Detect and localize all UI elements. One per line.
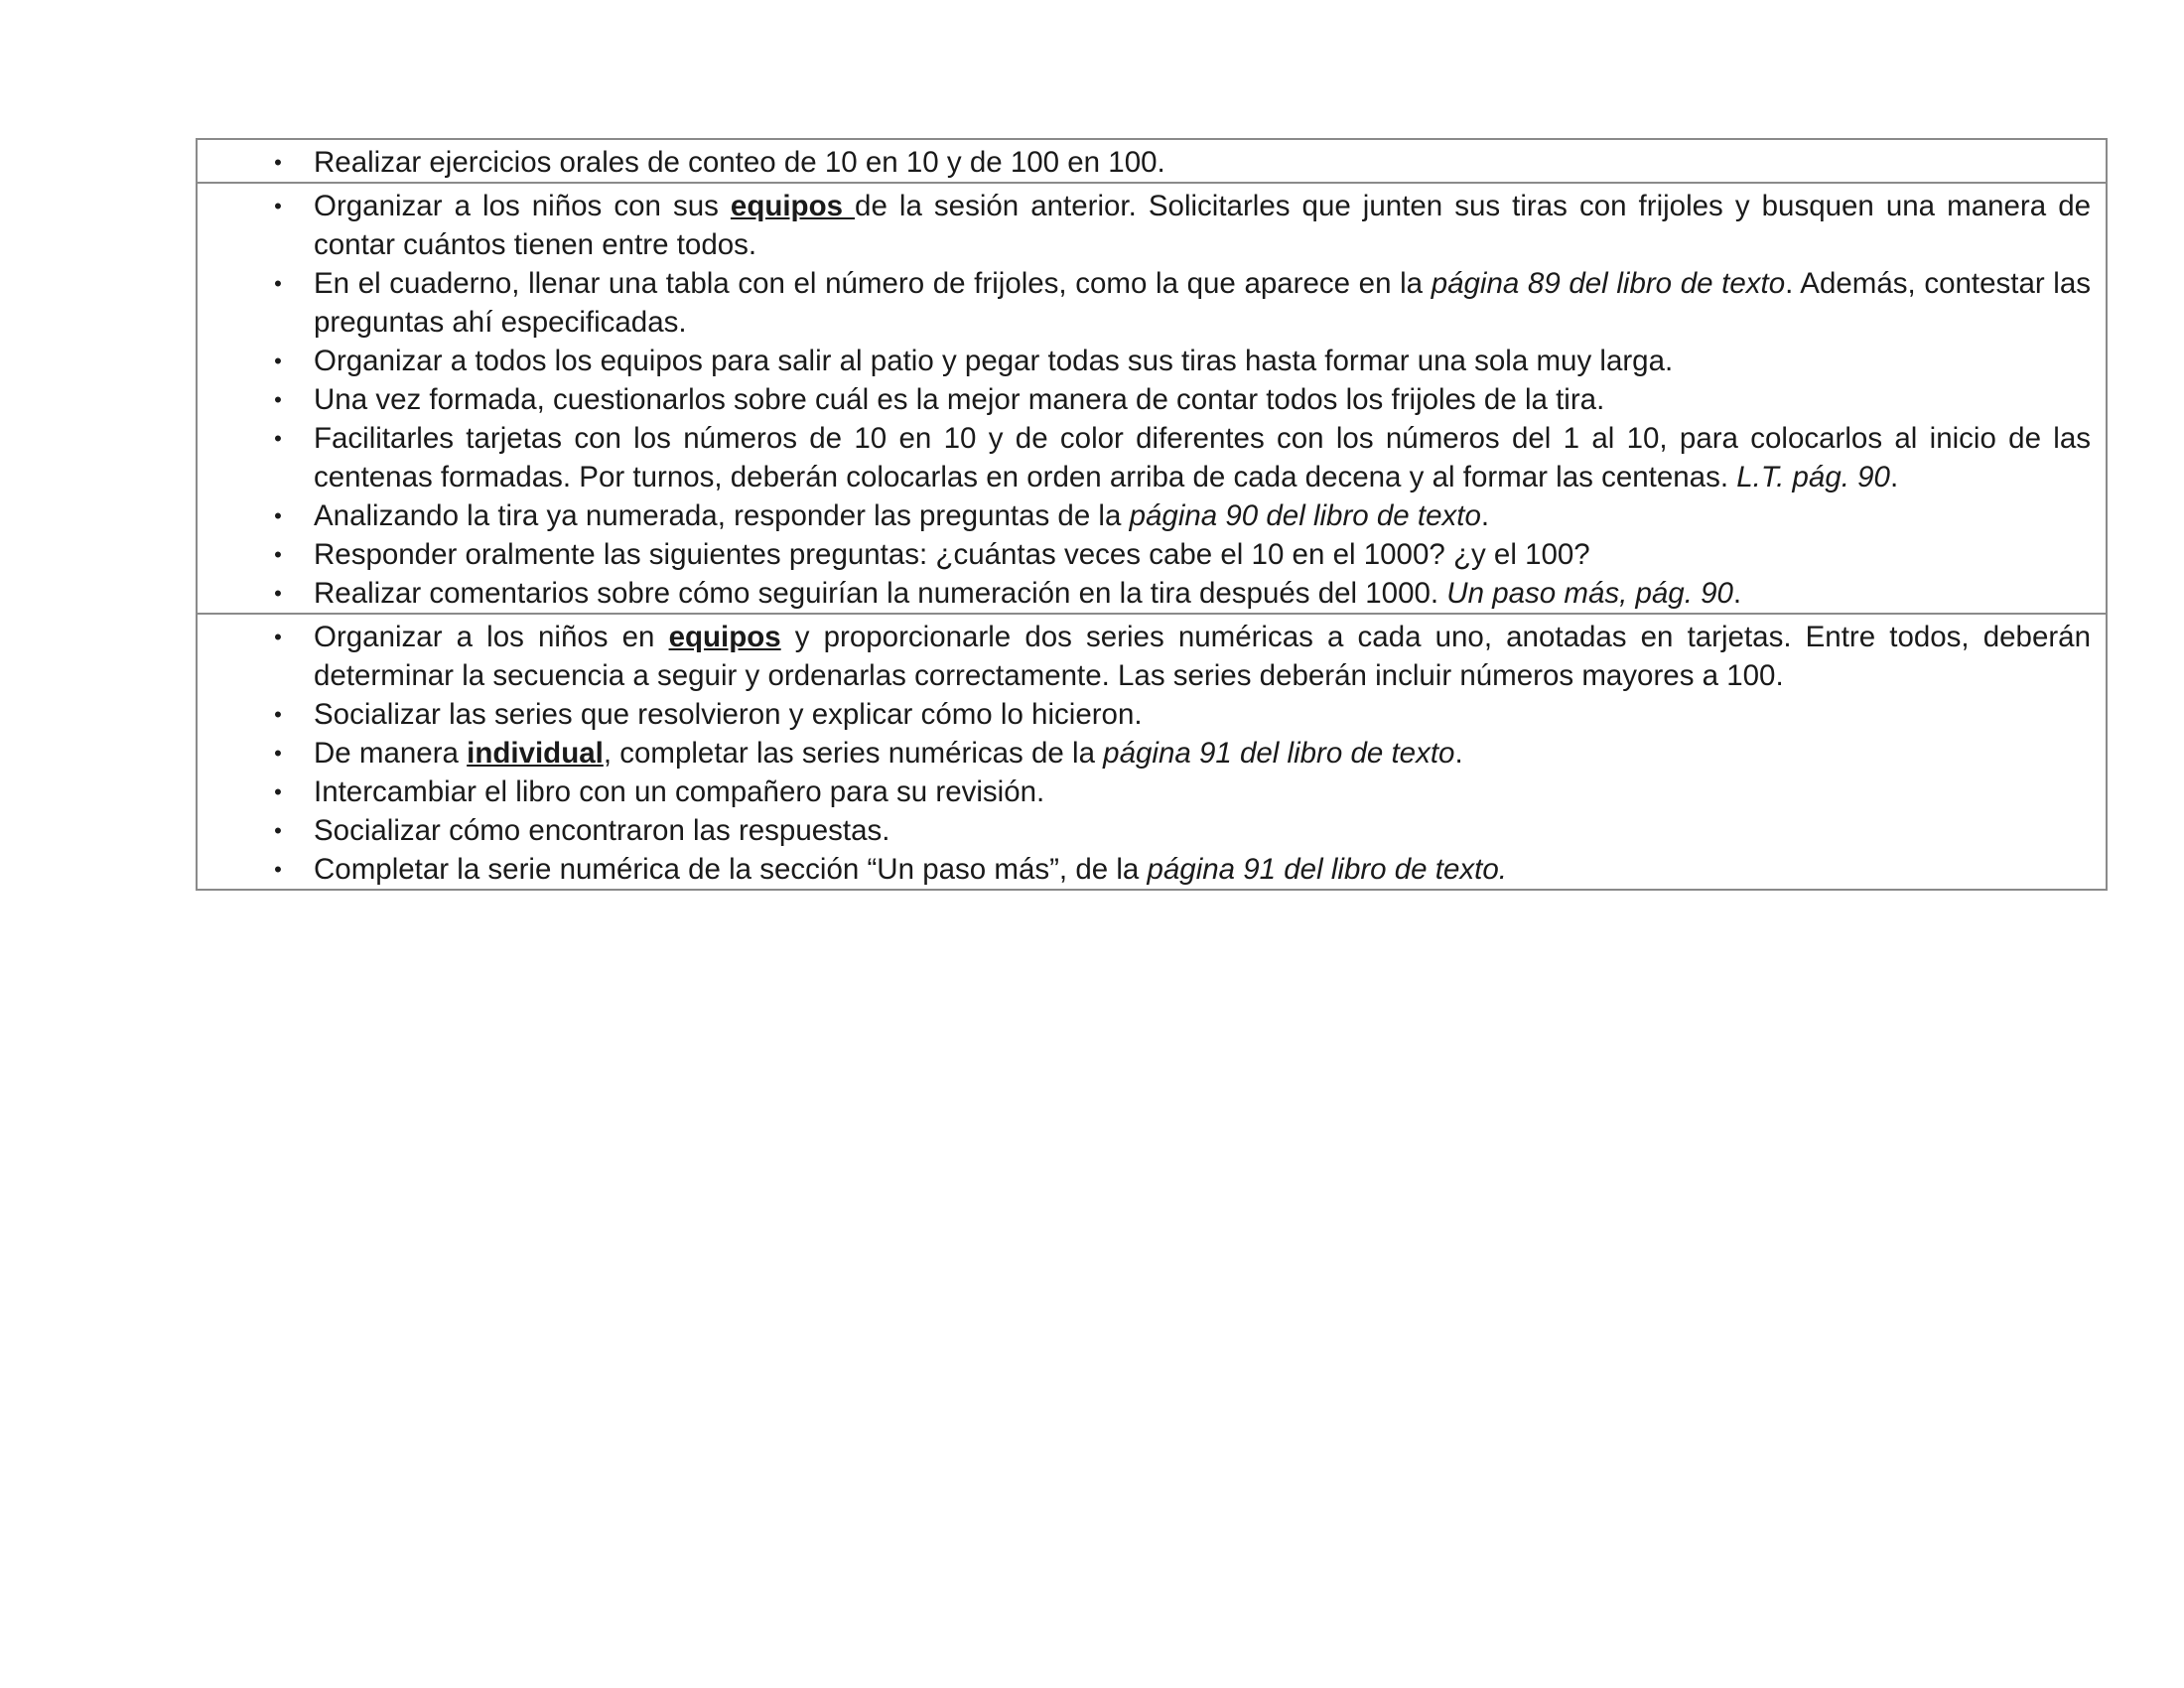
- table-cell: [197, 139, 2107, 183]
- table-row: [197, 139, 2107, 183]
- emphasis-text: equipos: [668, 621, 781, 653]
- item-text: Socializar las series que resolvieron y explicar cómo lo hicieron.: [314, 698, 1143, 731]
- activities-table-body: [197, 139, 2107, 890]
- bullet-icon: •: [274, 702, 282, 727]
- list-item: [198, 773, 2091, 811]
- item-text: Completar la serie numérica de la sección “Un paso más”, de la: [314, 853, 1148, 886]
- reference-text: página 91 del libro de texto: [1103, 737, 1455, 770]
- list-item: [198, 496, 2091, 535]
- bullet-icon: •: [274, 779, 282, 804]
- emphasis-text: equipos: [730, 190, 856, 222]
- item-text: Realizar ejercicios orales de conteo de 10 en 10 y de 100 en 100.: [314, 146, 1165, 179]
- bullet-icon: •: [274, 625, 282, 649]
- bullet-icon: •: [274, 387, 282, 412]
- list-item: [198, 574, 2091, 613]
- table-row: [197, 183, 2107, 614]
- bullet-icon: •: [274, 581, 282, 606]
- bullet-list: [198, 184, 2091, 613]
- bullet-list: [198, 615, 2091, 889]
- list-item: [198, 850, 2091, 889]
- list-item: [198, 695, 2091, 734]
- item-text: de la sesión anterior. Solicitarles que junten sus tiras con frijoles y busquen una manera de contar cuántos tienen entre todos.: [314, 190, 2092, 261]
- item-text: .: [1454, 737, 1463, 770]
- list-item: [198, 184, 2091, 264]
- item-text: En el cuaderno, llenar una tabla con el número de frijoles, como la que aparece en la: [314, 267, 1432, 300]
- item-text: Realizar comentarios sobre cómo seguirían la numeración en la tira después del 1000.: [314, 577, 1447, 610]
- item-text: .: [1889, 461, 1899, 493]
- item-text: Intercambiar el libro con un compañero para su revisión.: [314, 775, 1045, 808]
- reference-text: página 91 del libro de texto.: [1147, 853, 1507, 886]
- emphasis-text: individual: [467, 737, 604, 770]
- bullet-list: [198, 140, 2091, 182]
- reference-text: página 89 del libro de texto: [1431, 267, 1786, 300]
- item-text: Organizar a todos los equipos para salir al patio y pegar todas sus tiras hasta formar una sola muy larga.: [314, 345, 1674, 377]
- list-item: [198, 734, 2091, 773]
- list-item: [198, 615, 2091, 695]
- bullet-icon: •: [274, 503, 282, 528]
- item-text: . Además, contestar las preguntas ahí especificadas.: [314, 267, 2092, 339]
- item-text: Analizando la tira ya numerada, responder las preguntas de la: [314, 499, 1130, 532]
- list-item: [198, 811, 2091, 850]
- bullet-icon: •: [274, 426, 282, 451]
- list-item: [198, 535, 2091, 574]
- bullet-icon: •: [274, 194, 282, 218]
- reference-text: L.T. pág. 90: [1736, 461, 1890, 493]
- table-row: [197, 614, 2107, 890]
- bullet-icon: •: [274, 349, 282, 373]
- item-text: Organizar a los niños con sus: [314, 190, 731, 222]
- bullet-icon: •: [274, 271, 282, 296]
- item-text: .: [1732, 577, 1742, 610]
- item-text: Organizar a los niños en: [314, 621, 669, 653]
- reference-text: Un paso más, pág. 90: [1446, 577, 1733, 610]
- list-item: [198, 419, 2091, 496]
- bullet-icon: •: [274, 741, 282, 766]
- activities-table: [196, 138, 2108, 891]
- item-text: .: [1480, 499, 1490, 532]
- reference-text: página 90 del libro de texto: [1129, 499, 1481, 532]
- bullet-icon: •: [274, 857, 282, 882]
- list-item: [198, 140, 2091, 182]
- table-cell: [197, 183, 2107, 614]
- item-text: Facilitarles tarjetas con los números de 10 en 10 y de color diferentes con los números del 1 al 10, para colocarlos al inicio de las centenas formadas. Por turnos, deberán colocarlas en orden arriba de cada decena y al formar las centenas.: [314, 422, 2091, 493]
- item-text: De manera: [314, 737, 468, 770]
- table-cell: [197, 614, 2107, 890]
- bullet-icon: •: [274, 818, 282, 843]
- item-text: y proporcionarle dos series numéricas a cada uno, anotadas en tarjetas. Entre todos, deberán determinar la secuencia a seguir y ordenarlas correctamente. Las series deberán incluir números mayores a 100.: [314, 621, 2091, 692]
- list-item: [198, 342, 2091, 380]
- list-item: [198, 264, 2091, 342]
- list-item: [198, 380, 2091, 419]
- item-text: Una vez formada, cuestionarlos sobre cuál es la mejor manera de contar todos los frijoles de la tira.: [314, 383, 1605, 416]
- item-text: , completar las series numéricas de la: [603, 737, 1104, 770]
- item-text: Socializar cómo encontraron las respuestas.: [314, 814, 890, 847]
- item-text: Responder oralmente las siguientes preguntas: ¿cuántas veces cabe el 10 en el 1000? ¿y el 100?: [314, 538, 1590, 571]
- bullet-icon: •: [274, 542, 282, 567]
- bullet-icon: •: [274, 150, 282, 175]
